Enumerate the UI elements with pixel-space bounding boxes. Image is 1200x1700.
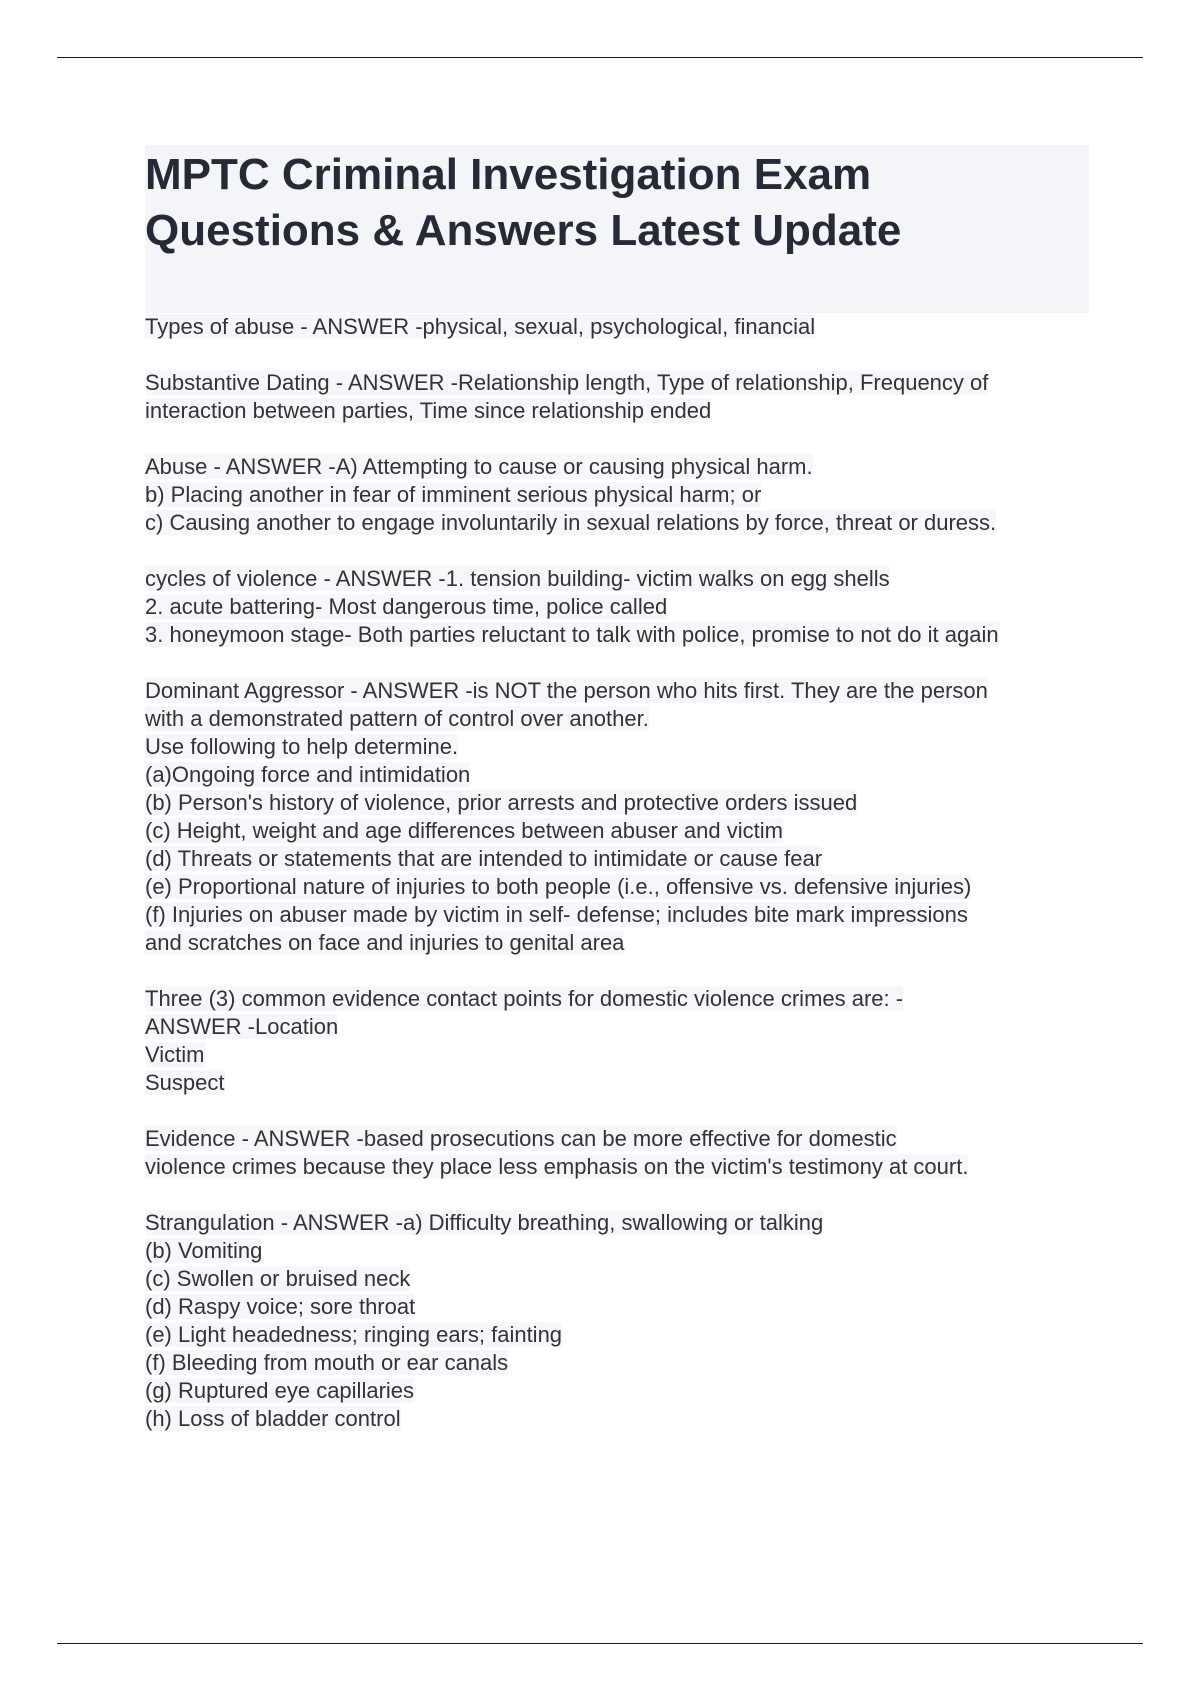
entry-line: ANSWER -Location <box>145 1014 339 1039</box>
entry-line: (c) Swollen or bruised neck <box>145 1266 411 1291</box>
entry-line: (d) Raspy voice; sore throat <box>145 1294 416 1319</box>
title-line-2: Questions & Answers Latest Update <box>145 206 902 255</box>
entry-line: c) Causing another to engage involuntarily in sexual relations by force, threat or duress. <box>145 510 997 535</box>
entry-line: Victim <box>145 1042 205 1067</box>
bottom-divider <box>57 1643 1143 1644</box>
entry-line: Use following to help determine. <box>145 734 459 759</box>
entry-line: cycles of violence - ANSWER -1. tension building- victim walks on egg shells <box>145 566 890 591</box>
entry-line: violence crimes because they place less emphasis on the victim's testimony at court. <box>145 1154 969 1179</box>
title-line-1: MPTC Criminal Investigation Exam <box>145 150 872 199</box>
entry-line: Evidence - ANSWER -based prosecutions can be more effective for domestic <box>145 1126 897 1151</box>
entry-line: Types of abuse - ANSWER -physical, sexual, psychological, financial <box>145 314 816 339</box>
entry-line: Three (3) common evidence contact points for domestic violence crimes are: - <box>145 986 904 1011</box>
entry-line: 2. acute battering- Most dangerous time, police called <box>145 594 668 619</box>
top-divider <box>57 57 1143 58</box>
entry-line: Abuse - ANSWER -A) Attempting to cause or causing physical harm. <box>145 454 813 479</box>
entry-line: (b) Person's history of violence, prior arrests and protective orders issued <box>145 790 858 815</box>
qa-entry-substantive-dating <box>145 369 1095 425</box>
document-title <box>145 145 1089 313</box>
entry-line: Strangulation - ANSWER -a) Difficulty breathing, swallowing or talking <box>145 1210 824 1235</box>
entry-line: with a demonstrated pattern of control over another. <box>145 706 649 731</box>
qa-entry-dominant-aggressor <box>145 677 1095 957</box>
entry-line: b) Placing another in fear of imminent serious physical harm; or <box>145 482 762 507</box>
entry-line: (h) Loss of bladder control <box>145 1406 401 1431</box>
entry-line: 3. honeymoon stage- Both parties reluctant to talk with police, promise to not do it again <box>145 622 999 647</box>
entry-line: (d) Threats or statements that are intended to intimidate or cause fear <box>145 846 823 871</box>
entry-line: (f) Injuries on abuser made by victim in self- defense; includes bite mark impressions <box>145 902 968 927</box>
qa-list <box>145 313 1095 1461</box>
entry-line: (b) Vomiting <box>145 1238 263 1263</box>
entry-line: (a)Ongoing force and intimidation <box>145 762 471 787</box>
entry-line: (g) Ruptured eye capillaries <box>145 1378 415 1403</box>
qa-entry-abuse <box>145 453 1095 537</box>
entry-line: (f) Bleeding from mouth or ear canals <box>145 1350 509 1375</box>
entry-line: Substantive Dating - ANSWER -Relationship length, Type of relationship, Frequency of <box>145 370 989 395</box>
entry-line: (c) Height, weight and age differences between abuser and victim <box>145 818 783 843</box>
qa-entry-strangulation <box>145 1209 1095 1433</box>
qa-entry-cycles-of-violence <box>145 565 1095 649</box>
entry-line: interaction between parties, Time since relationship ended <box>145 398 712 423</box>
entry-line: (e) Proportional nature of injuries to both people (i.e., offensive vs. defensive injuries) <box>145 874 972 899</box>
entry-line: Suspect <box>145 1070 225 1095</box>
entry-line: Dominant Aggressor - ANSWER -is NOT the person who hits first. They are the person <box>145 678 988 703</box>
entry-line: (e) Light headedness; ringing ears; fainting <box>145 1322 563 1347</box>
qa-entry-evidence <box>145 1125 1095 1181</box>
qa-entry-evidence-contact-points <box>145 985 1095 1097</box>
qa-entry-types-of-abuse <box>145 313 1095 341</box>
entry-line: and scratches on face and injuries to genital area <box>145 930 625 955</box>
